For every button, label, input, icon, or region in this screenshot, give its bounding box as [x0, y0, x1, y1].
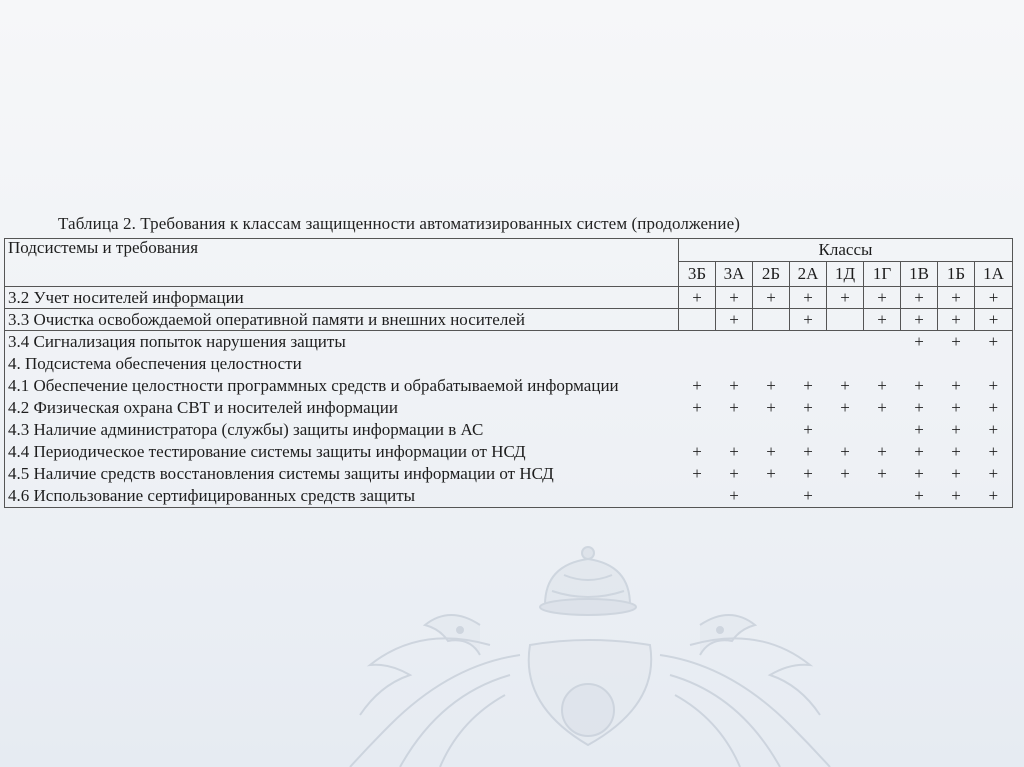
row-mark: +	[766, 376, 776, 395]
row-mark: +	[901, 309, 938, 331]
row-mark	[753, 353, 790, 375]
row-name: 3.3 Очистка освобождаемой оперативной памяти и внешних носителей	[5, 309, 679, 331]
row-mark	[679, 353, 716, 375]
class-header: 1Г	[864, 262, 901, 287]
row-mark: +	[975, 485, 1013, 508]
row-mark: +	[975, 331, 1013, 354]
row-mark: +	[729, 442, 739, 461]
row-mark: +	[938, 331, 975, 354]
table-row	[5, 463, 1013, 485]
row-mark: +	[951, 464, 961, 483]
table-caption: Таблица 2. Требования к классам защищенности автоматизированных систем (продолжение)	[58, 214, 740, 233]
table-row	[5, 485, 1013, 508]
row-name: 4. Подсистема обеспечения целостности	[5, 353, 679, 375]
row-mark: +	[914, 398, 924, 417]
row-mark	[716, 353, 753, 375]
row-mark: +	[753, 287, 790, 309]
row-mark: +	[766, 442, 776, 461]
row-mark: +	[877, 376, 887, 395]
column-header-classes: Классы	[679, 239, 1013, 262]
row-mark: +	[864, 309, 901, 331]
row-mark: +	[975, 441, 1013, 463]
row-mark: +	[692, 442, 702, 461]
class-header: 2Б	[753, 262, 790, 287]
row-mark: +	[975, 463, 1013, 485]
row-mark: +	[840, 464, 850, 483]
row-mark: +	[975, 287, 1013, 309]
row-name: 4.5 Наличие средств восстановления системы защиты информации от НСД	[5, 463, 679, 485]
row-mark: +	[716, 309, 753, 331]
row-name: 3.4 Сигнализация попыток нарушения защиты	[5, 331, 679, 354]
class-header: 3Б	[679, 262, 716, 287]
row-mark: +	[716, 287, 753, 309]
row-mark	[753, 309, 790, 331]
row-mark	[790, 353, 827, 375]
row-mark: +	[827, 287, 864, 309]
row-mark	[864, 353, 901, 375]
row-mark	[827, 309, 864, 331]
table-row	[5, 331, 1013, 354]
row-mark: +	[840, 398, 850, 417]
row-mark	[679, 331, 716, 354]
row-mark	[827, 353, 864, 375]
row-mark: +	[938, 309, 975, 331]
class-header: 3А	[716, 262, 753, 287]
row-mark	[679, 309, 716, 331]
eagle-emblem-watermark	[330, 545, 850, 767]
row-mark: +	[729, 464, 739, 483]
row-name: 4.3 Наличие администратора (службы) защиты информации в АС	[5, 419, 679, 441]
row-mark	[827, 485, 864, 508]
row-mark: +	[803, 398, 813, 417]
row-mark: +	[679, 287, 716, 309]
table-row	[5, 419, 1013, 441]
row-mark	[864, 331, 901, 354]
class-header: 1Д	[827, 262, 864, 287]
row-name: 4.4 Периодическое тестирование системы защиты информации от НСД	[5, 441, 679, 463]
requirements-table	[4, 238, 1013, 508]
row-mark	[901, 353, 938, 375]
row-mark: +	[692, 398, 702, 417]
row-mark: +	[975, 397, 1013, 419]
row-mark: +	[975, 375, 1013, 397]
row-mark: +	[790, 309, 827, 331]
table-row	[5, 309, 1013, 331]
row-mark: +	[951, 398, 961, 417]
row-mark: +	[803, 464, 813, 483]
row-mark	[716, 331, 753, 354]
row-mark	[753, 485, 790, 508]
row-mark	[864, 419, 901, 441]
row-mark: +	[951, 376, 961, 395]
class-header: 2А	[790, 262, 827, 287]
row-name: 4.2 Физическая охрана СВТ и носителей информации	[5, 397, 679, 419]
row-mark: +	[914, 420, 924, 439]
row-mark: +	[692, 464, 702, 483]
row-mark	[679, 485, 716, 508]
class-header: 1А	[975, 262, 1013, 287]
row-mark: +	[803, 442, 813, 461]
table-row	[5, 353, 1013, 375]
row-mark: +	[864, 287, 901, 309]
row-mark: +	[975, 419, 1013, 441]
row-mark: +	[729, 398, 739, 417]
row-name: 3.2 Учет носителей информации	[5, 287, 679, 309]
row-mark: +	[766, 398, 776, 417]
row-mark: +	[975, 309, 1013, 331]
row-mark: +	[790, 287, 827, 309]
row-mark	[864, 485, 901, 508]
row-mark: +	[901, 331, 938, 354]
row-mark	[938, 353, 975, 375]
row-mark	[827, 331, 864, 354]
row-name: 4.1 Обеспечение целостности программных средств и обрабатываемой информации	[5, 375, 679, 397]
row-mark	[679, 419, 716, 441]
column-header-requirements: Подсистемы и требования	[5, 239, 679, 287]
table-row	[5, 287, 1013, 309]
row-mark	[975, 353, 1013, 375]
row-mark: +	[840, 442, 850, 461]
row-mark: +	[914, 464, 924, 483]
row-mark: +	[716, 485, 753, 508]
row-mark: +	[938, 485, 975, 508]
row-mark: +	[803, 376, 813, 395]
row-mark	[753, 419, 790, 441]
row-mark: +	[938, 287, 975, 309]
row-mark: +	[729, 376, 739, 395]
row-mark: +	[803, 420, 813, 439]
row-mark	[753, 331, 790, 354]
row-name: 4.6 Использование сертифицированных средств защиты	[5, 485, 679, 508]
row-mark: +	[877, 442, 887, 461]
row-mark: +	[951, 420, 961, 439]
row-mark: +	[914, 376, 924, 395]
row-mark: +	[877, 464, 887, 483]
row-mark	[827, 419, 864, 441]
row-mark	[790, 331, 827, 354]
row-mark: +	[901, 485, 938, 508]
row-mark	[716, 419, 753, 441]
class-header: 1Б	[938, 262, 975, 287]
table-row	[5, 441, 1013, 463]
row-mark: +	[840, 376, 850, 395]
table-row	[5, 397, 1013, 419]
row-mark: +	[877, 398, 887, 417]
row-mark: +	[766, 464, 776, 483]
row-mark: +	[914, 442, 924, 461]
row-mark: +	[790, 485, 827, 508]
class-header: 1В	[901, 262, 938, 287]
row-mark: +	[901, 287, 938, 309]
table-row	[5, 375, 1013, 397]
row-mark: +	[951, 442, 961, 461]
row-mark: +	[692, 376, 702, 395]
header-row-1	[5, 239, 1013, 262]
